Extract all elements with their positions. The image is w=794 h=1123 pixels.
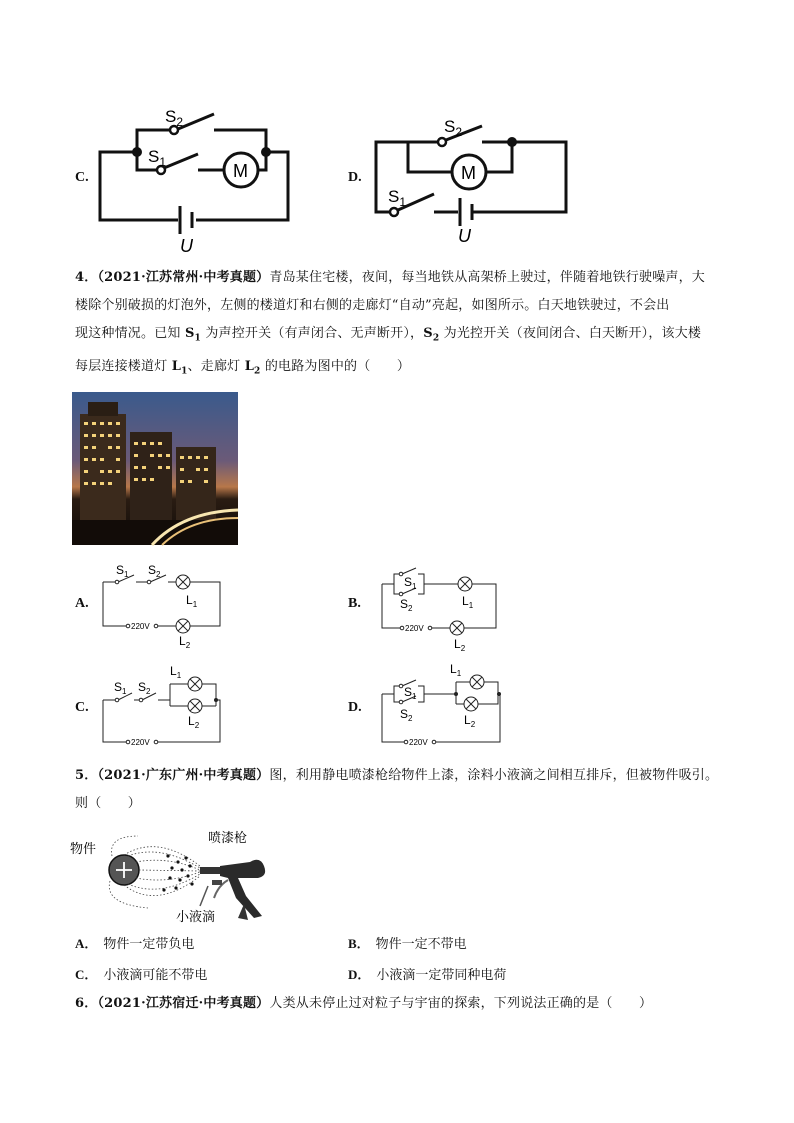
svg-text:220V: 220V bbox=[405, 624, 424, 633]
svg-text:220V: 220V bbox=[131, 738, 150, 747]
question-6: 6．（2021·江苏宿迁·中考真题）人类从未停止过对粒子与宇宙的探索，下列说法正确的是（ ） bbox=[75, 996, 653, 1011]
circuit-diagram-d bbox=[368, 100, 578, 260]
svg-text:L1: $L_1$ bbox=[186, 593, 198, 609]
svg-text:S2: $S_2$ bbox=[148, 563, 161, 579]
q4-circuit-d bbox=[372, 660, 512, 752]
option-d-label: D. bbox=[348, 170, 362, 185]
motor-label: M bbox=[233, 161, 248, 181]
svg-text:S2: $S_2$ bbox=[400, 597, 413, 613]
object-label: 物件 bbox=[70, 841, 97, 856]
building-illustration bbox=[72, 392, 238, 545]
svg-text:L2: $L_2$ bbox=[464, 713, 476, 729]
s1-label: $S_1$ bbox=[148, 147, 167, 169]
svg-text:L1: $L_1$ bbox=[450, 662, 462, 678]
svg-text:S1: $S_1$ bbox=[404, 685, 417, 701]
svg-text:L2: $L_2$ bbox=[188, 714, 200, 730]
spray-gun-diagram bbox=[68, 826, 298, 926]
svg-text:L1: $L_1$ bbox=[170, 664, 182, 680]
svg-text:S2: $S_2$ bbox=[138, 680, 151, 696]
q4-circuit-c bbox=[98, 662, 228, 752]
battery-label: U bbox=[180, 236, 193, 256]
q4-option-a-label: A. bbox=[75, 596, 89, 611]
svg-text:S1: $S_1$ bbox=[404, 575, 417, 591]
svg-text:U: U bbox=[458, 226, 471, 246]
s2-label: $S_2$ bbox=[165, 107, 184, 129]
q5-option-d[interactable]: D． 小液滴一定带同种电荷 bbox=[348, 967, 507, 983]
question-4: 4．（2021·江苏常州·中考真题）青岛某住宅楼，夜间，每当地铁从高架桥上驶过，伴随着地铁行驶噪声，大 楼除个别破损的灯泡外，左侧的楼道灯和右侧的走廊灯“自动”亮起，如图所示。白天地铁驶过，不会出 现这种情况。已知 $S_1$ 为声控开关（有声闭合、无声断开），$S_2$ 为光控开关（夜间闭合、白天断开），该大楼 每层连接楼道灯 $L_1$、走廊灯 $L_2$ 的电路为图中的（ ） bbox=[75, 270, 705, 377]
junction-dot bbox=[132, 147, 142, 157]
droplet-label: 小液滴 bbox=[176, 909, 216, 924]
svg-text:M: M bbox=[461, 163, 476, 183]
svg-text:S1: $S_1$ bbox=[388, 187, 407, 209]
q5-option-b[interactable]: B． 物件一定不带电 bbox=[348, 936, 467, 952]
q4-option-d-label: D. bbox=[348, 700, 362, 715]
svg-text:L1: $L_1$ bbox=[462, 594, 474, 610]
question-5: 5．（2021·广东广州·中考真题）图，利用静电喷漆枪给物件上漆，涂料小液滴之间相互排斥，但被物件吸引。 则（ ） bbox=[75, 768, 719, 811]
svg-text:L2: $L_2$ bbox=[179, 634, 191, 650]
q4-circuit-b bbox=[372, 562, 502, 652]
option-c-label: C. bbox=[75, 170, 89, 185]
q5-option-a[interactable]: A． 物件一定带负电 bbox=[75, 936, 195, 952]
building-night-photo bbox=[72, 392, 238, 545]
junction-dot bbox=[261, 147, 271, 157]
svg-text:220V: 220V bbox=[409, 738, 428, 747]
circuit-diagram-c bbox=[92, 100, 302, 260]
svg-text:S1: $S_1$ bbox=[116, 563, 129, 579]
svg-text:S1: $S_1$ bbox=[114, 680, 127, 696]
svg-text:S2: $S_2$ bbox=[400, 707, 413, 723]
q4-option-b-label: B. bbox=[348, 596, 361, 611]
svg-text:L2: $L_2$ bbox=[454, 637, 466, 653]
spray-gun-label: 喷漆枪 bbox=[208, 830, 248, 845]
q4-option-c-label: C. bbox=[75, 700, 89, 715]
q5-option-c[interactable]: C． 小液滴可能不带电 bbox=[75, 967, 208, 983]
q4-circuit-a bbox=[98, 562, 228, 650]
svg-text:S2: $S_2$ bbox=[444, 117, 463, 139]
svg-text:220V: 220V bbox=[131, 622, 150, 631]
